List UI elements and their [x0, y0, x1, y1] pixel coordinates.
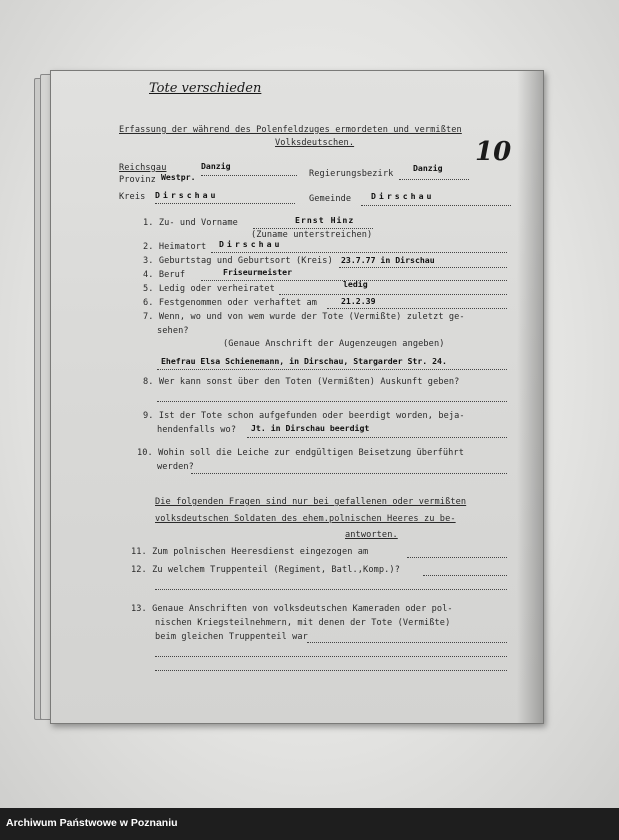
- reichsgau-value: Danzig: [201, 161, 231, 171]
- q13-dots-1: [307, 642, 507, 643]
- provinz-label: Provinz: [119, 175, 156, 185]
- q10-line1: 10. Wohin soll die Leiche zur endgültigen Beisetzung überführt: [137, 448, 464, 458]
- q2-value: Dirschau: [219, 239, 283, 249]
- q12-label: 12. Zu welchem Truppenteil (Regiment, Batl.,Komp.)?: [131, 565, 400, 575]
- reichsgau-label: Reichsgau: [119, 163, 167, 173]
- q9-line1: 9. Ist der Tote schon aufgefunden oder beerdigt worden, beja-: [143, 411, 465, 421]
- handwritten-note: Tote verschieden: [149, 81, 262, 96]
- section-line3: antworten.: [345, 530, 398, 540]
- q9-value: Jt. in Dirschau beerdigt: [251, 423, 370, 433]
- provinz-value: Westpr.: [161, 172, 196, 182]
- q3-dots: [339, 267, 507, 268]
- regbez-label: Regierungsbezirk: [309, 169, 394, 179]
- q13-dots-3: [155, 670, 507, 671]
- q7-note: (Genaue Anschrift der Augenzeugen angeben): [223, 339, 445, 349]
- q10-line2: werden?: [157, 462, 194, 472]
- form-title-line1: Erfassung der während des Polenfeldzuges ermordeten und vermißten: [119, 125, 462, 135]
- q10-dots: [191, 473, 507, 474]
- q13-line3: beim gleichen Truppenteil war: [155, 632, 308, 642]
- q1-label: 1. Zu- und Vorname: [143, 218, 238, 228]
- q1-note: (Zuname unterstreichen): [251, 230, 373, 240]
- q11-dots: [407, 557, 507, 558]
- section-line1: Die folgenden Fragen sind nur bei gefallenen oder vermißten: [155, 497, 467, 507]
- q7-value: Ehefrau Elsa Schienemann, in Dirschau, Stargarder Str. 24.: [161, 356, 447, 366]
- kreis-dots: [155, 203, 295, 204]
- gemeinde-value: Dirschau: [371, 191, 435, 201]
- sheet-shadow: [517, 71, 543, 723]
- q7-dots: [157, 369, 507, 370]
- q3-label: 3. Geburtstag und Geburtsort (Kreis): [143, 256, 333, 266]
- q13-line1: 13. Genaue Anschriften von volksdeutschen Kameraden oder pol-: [131, 604, 453, 614]
- section-line2: volksdeutschen Soldaten des ehem.polnischen Heeres zu be-: [155, 514, 456, 524]
- regbez-value: Danzig: [413, 163, 443, 173]
- q2-dots: [211, 252, 507, 253]
- handwritten-number: 10: [475, 137, 512, 167]
- q8-dots: [157, 401, 507, 402]
- archive-name: Archiwum Państwowe w Poznaniu: [6, 817, 178, 829]
- q7-line1: 7. Wenn, wo und von wem wurde der Tote (Vermißte) zuletzt ge-: [143, 312, 465, 322]
- q5-value: ledig: [343, 279, 368, 289]
- q7-line2: sehen?: [157, 326, 189, 336]
- q3-value: 23.7.77 in Dirschau: [341, 255, 435, 265]
- q13-dots-2: [155, 656, 507, 657]
- archive-footer: [0, 808, 619, 840]
- kreis-value: Dirschau: [155, 190, 219, 200]
- q1-dots: [253, 228, 373, 229]
- q1-value: Ernst Hinz: [295, 215, 355, 225]
- reichsgau-dots: [201, 175, 297, 176]
- q13-line2: nischen Kriegsteilnehmern, mit denen der Tote (Vermißte): [155, 618, 451, 628]
- q5-label: 5. Ledig oder verheiratet: [143, 284, 275, 294]
- q4-label: 4. Beruf: [143, 270, 186, 280]
- regbez-dots: [399, 179, 469, 180]
- q6-dots: [327, 308, 507, 309]
- q9-dots: [247, 437, 507, 438]
- gemeinde-dots: [361, 205, 511, 206]
- q11-label: 11. Zum polnischen Heeresdienst eingezogen am: [131, 547, 369, 557]
- questionnaire-sheet: [50, 70, 544, 724]
- q5-dots: [279, 294, 507, 295]
- q12-dots-2: [155, 589, 507, 590]
- kreis-label: Kreis: [119, 192, 146, 202]
- q6-value: 21.2.39: [341, 296, 376, 306]
- q6-label: 6. Festgenommen oder verhaftet am: [143, 298, 318, 308]
- gemeinde-label: Gemeinde: [309, 194, 352, 204]
- q9-line2: hendenfalls wo?: [157, 425, 237, 435]
- q2-label: 2. Heimatort: [143, 242, 207, 252]
- q4-value: Friseurmeister: [223, 267, 293, 277]
- q8-label: 8. Wer kann sonst über den Toten (Vermißten) Auskunft geben?: [143, 377, 460, 387]
- q12-dots: [423, 575, 507, 576]
- form-title-line2: Volksdeutschen.: [275, 138, 355, 148]
